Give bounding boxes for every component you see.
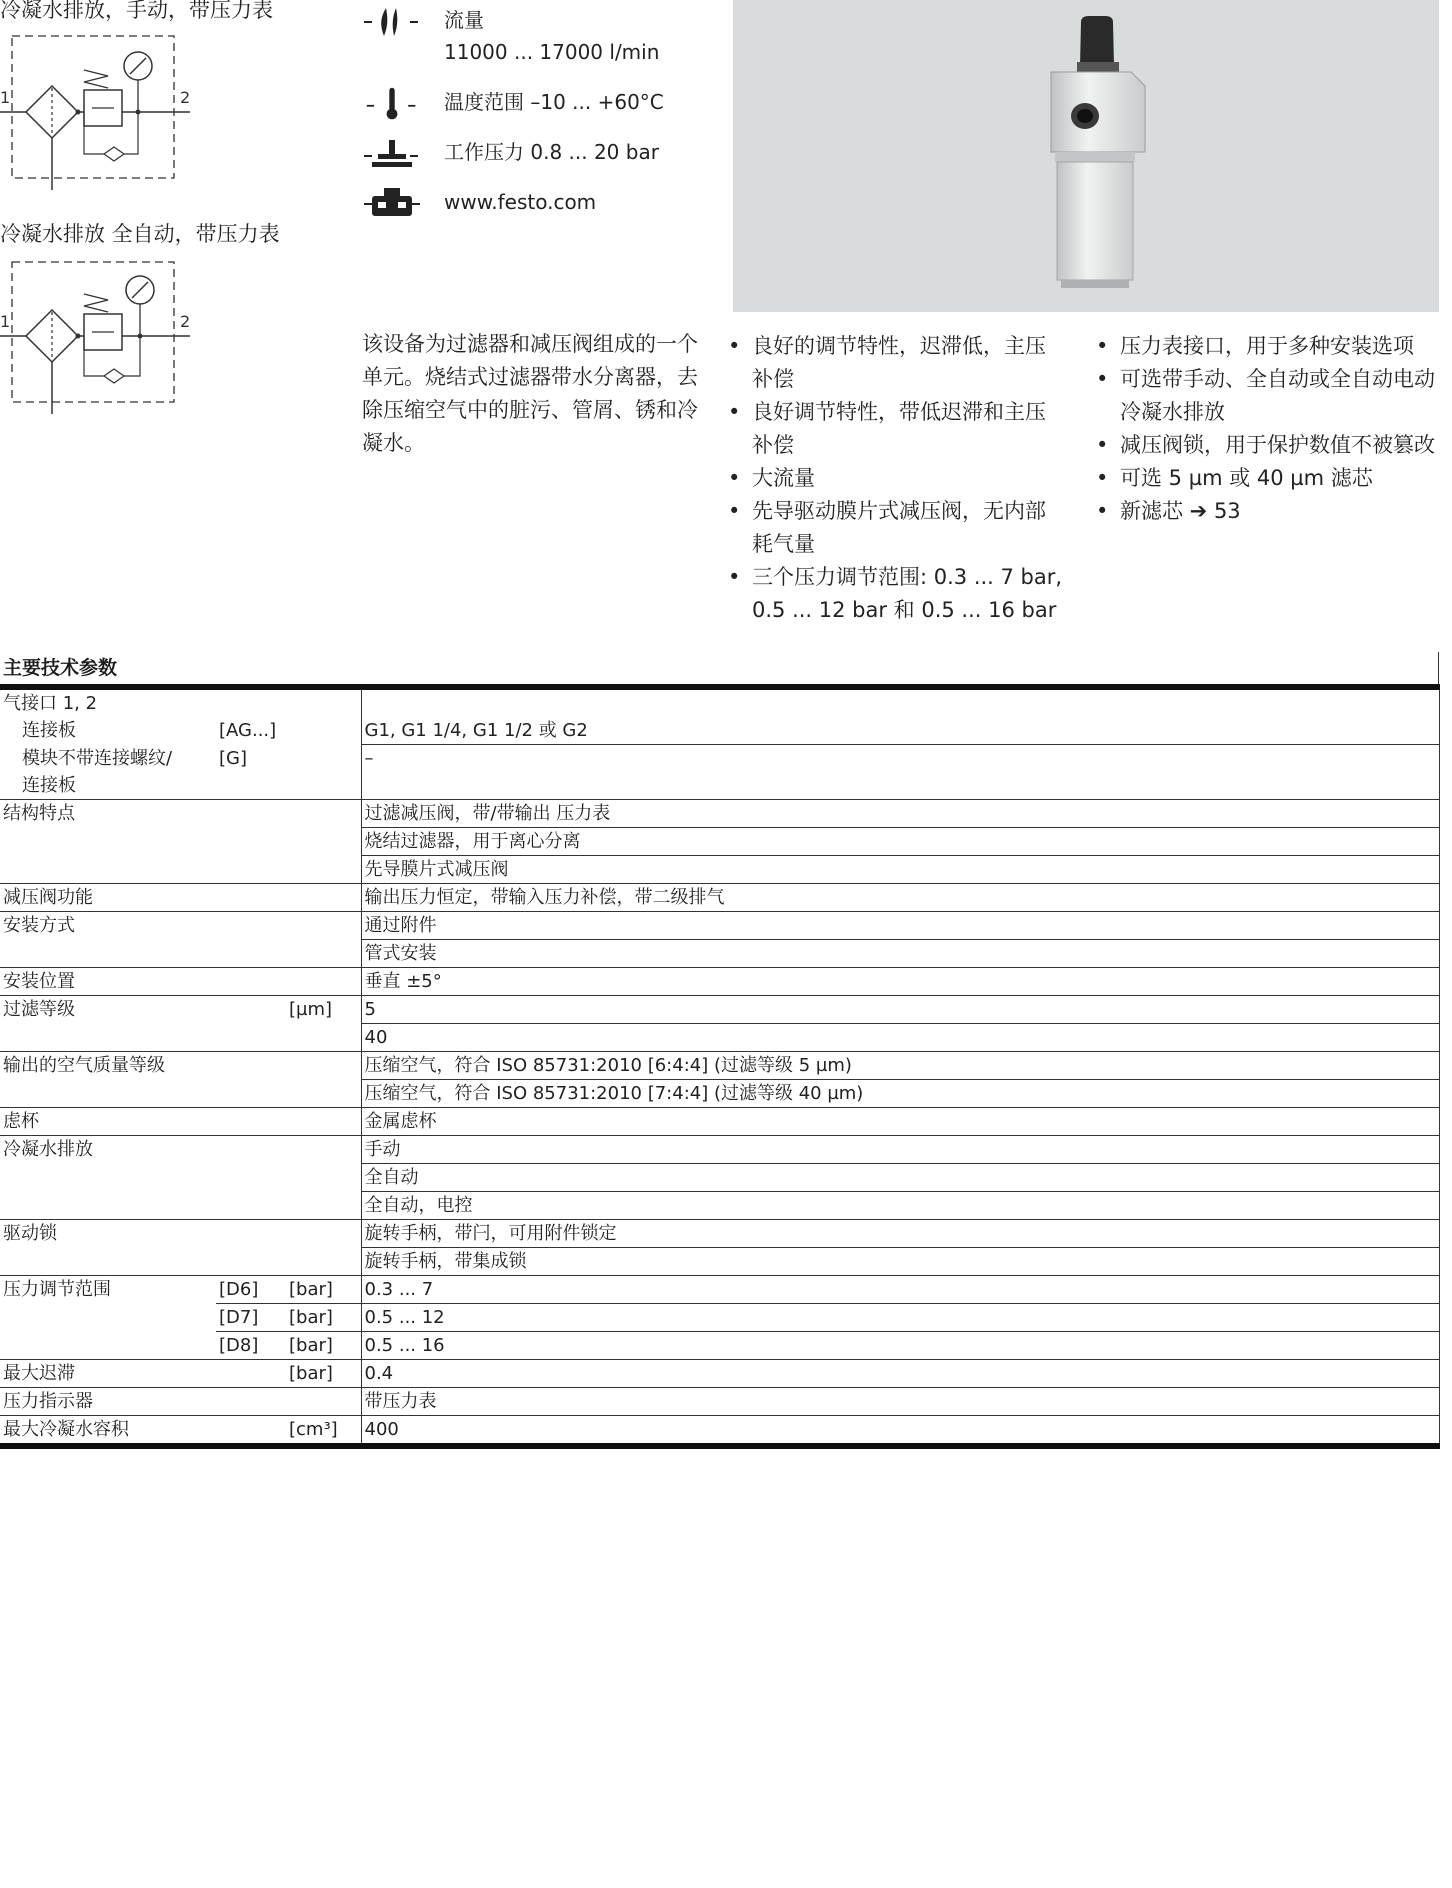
port-2-label: 2 [180, 312, 191, 331]
feature-item: • 压力表接口，用于多种安装选项 [1094, 330, 1439, 363]
spec-flow-label: 流量 [444, 8, 484, 32]
param-label: 减压阀功能 [0, 884, 216, 912]
param-unit: [cm³] [286, 1416, 361, 1447]
param-label: 气接口 1, 2 [0, 687, 216, 717]
param-code: [D6] [216, 1276, 286, 1304]
param-label: 驱动锁 [0, 1220, 216, 1248]
param-code [216, 1136, 286, 1164]
table-row [0, 1164, 1439, 1192]
param-label: 连接板 [22, 720, 76, 741]
param-code [216, 1080, 286, 1108]
param-unit [286, 1164, 361, 1192]
param-unit: [bar] [286, 1276, 361, 1304]
param-label [0, 940, 216, 968]
web-icon [362, 186, 422, 222]
table-row [0, 828, 1439, 856]
table-row [0, 1332, 1439, 1360]
table-row [0, 745, 1439, 773]
param-unit [286, 717, 361, 745]
port-1-label: 1 [0, 88, 11, 107]
param-code [216, 912, 286, 940]
table-row [0, 1416, 1439, 1447]
param-value: 手动 [361, 1136, 1439, 1164]
feature-item: • 良好的调节特性，迟滞低，主压补偿 [726, 330, 1066, 396]
param-value: G1, G1 1/4, G1 1/2 或 G2 [361, 717, 1439, 745]
param-unit: [bar] [286, 1332, 361, 1360]
param-label: 过滤等级 [0, 996, 216, 1024]
table-row [0, 1220, 1439, 1248]
thermometer-icon [362, 86, 422, 122]
param-code [216, 1108, 286, 1136]
param-code [216, 968, 286, 996]
param-value: 40 [361, 1024, 1439, 1052]
param-label: 最大冷凝水容积 [0, 1416, 216, 1447]
param-unit [286, 856, 361, 884]
table-body [0, 687, 1439, 1446]
table-row [0, 1388, 1439, 1416]
param-label: 最大迟滞 [0, 1360, 216, 1388]
table-row [0, 800, 1439, 828]
tech-table [0, 652, 1439, 1449]
param-value: 5 [361, 996, 1439, 1024]
feature-item: • 可选 5 µm 或 40 µm 滤芯 [1094, 462, 1439, 495]
param-value: 烧结过滤器，用于离心分离 [361, 828, 1439, 856]
param-code: [AG...] [219, 720, 277, 741]
feature-list-left [726, 330, 1066, 627]
param-unit [286, 884, 361, 912]
param-code [216, 1052, 286, 1080]
param-unit [286, 1024, 361, 1052]
param-unit [286, 1080, 361, 1108]
param-label [0, 1192, 216, 1220]
param-code [216, 1024, 286, 1052]
feature-item: • 三个压力调节范围: 0.3 ... 7 bar, 0.5 ... 12 bar 和 0.5 ... 16 bar [726, 561, 1066, 627]
table-row [0, 1024, 1439, 1052]
param-label: 安装位置 [0, 968, 216, 996]
table-row [0, 1108, 1439, 1136]
table-row [0, 772, 1439, 800]
variant-1-title: 冷凝水排放，手动，带压力表 [0, 0, 273, 22]
param-unit [286, 1192, 361, 1220]
param-value: 0.3 ... 7 [361, 1276, 1439, 1304]
filter-regulator-symbol-manual [0, 30, 200, 195]
param-unit [286, 1136, 361, 1164]
table-row [0, 912, 1439, 940]
table-row [0, 1080, 1439, 1108]
param-value: 通过附件 [361, 912, 1439, 940]
table-row [0, 1136, 1439, 1164]
flow-icon [362, 4, 422, 40]
variant-2-title: 冷凝水排放 全自动，带压力表 [0, 222, 280, 246]
param-value: 旋转手柄，带集成锁 [361, 1248, 1439, 1276]
param-label [0, 1164, 216, 1192]
feature-item: • 良好调节特性，带低迟滞和主压补偿 [726, 396, 1066, 462]
param-unit [286, 1052, 361, 1080]
feature-item: • 可选带手动、全自动或全自动电动冷凝水排放 [1094, 363, 1439, 429]
param-value: 400 [361, 1416, 1439, 1447]
spec-temperature [362, 86, 664, 122]
table-row [0, 1192, 1439, 1220]
spec-pressure [362, 136, 659, 172]
param-label [0, 1248, 216, 1276]
param-value: 带压力表 [361, 1388, 1439, 1416]
port-2-label: 2 [180, 88, 191, 107]
intro-text: 该设备为过滤器和减压阀组成的一个单元。烧结式过滤器带水分离器，去除压缩空气中的脏污、管屑、锈和冷凝水。 [362, 332, 698, 455]
param-unit [286, 940, 361, 968]
filter-regulator-image [733, 0, 1439, 312]
table-row [0, 968, 1439, 996]
feature-item: • 新滤芯 ➔ 53 [1094, 495, 1439, 528]
table-row [0, 717, 1439, 745]
param-value [361, 772, 1439, 800]
spec-flow [362, 4, 659, 68]
param-code [216, 1164, 286, 1192]
param-code [216, 940, 286, 968]
table-row [0, 1248, 1439, 1276]
spec-website-text[interactable]: www.festo.com [444, 190, 597, 214]
param-value: 旋转手柄，带闩，可用附件锁定 [361, 1220, 1439, 1248]
param-value: 输出压力恒定，带输入压力补偿，带二级排气 [361, 884, 1439, 912]
param-value: 过滤减压阀，带/带输出 压力表 [361, 800, 1439, 828]
param-label [0, 1024, 216, 1052]
param-label: 压力调节范围 [0, 1276, 216, 1304]
param-value: 管式安装 [361, 940, 1439, 968]
product-photo [733, 0, 1439, 312]
param-code [216, 772, 286, 800]
table-row [0, 1052, 1439, 1080]
param-value: 全自动 [361, 1164, 1439, 1192]
param-value: 0.5 ... 12 [361, 1304, 1439, 1332]
feature-item: • 先导驱动膜片式减压阀，无内部耗气量 [726, 495, 1066, 561]
param-code: [D8] [216, 1332, 286, 1360]
param-code [216, 687, 286, 717]
param-unit [286, 1108, 361, 1136]
param-value: 金属虑杯 [361, 1108, 1439, 1136]
table-title: 主要技术参数 [0, 652, 1439, 684]
param-label [0, 1304, 216, 1332]
table-row [0, 940, 1439, 968]
param-unit [286, 1388, 361, 1416]
param-unit [286, 968, 361, 996]
param-code [216, 828, 286, 856]
table-row [0, 884, 1439, 912]
param-label [0, 856, 216, 884]
param-code [216, 996, 286, 1024]
feature-item: • 减压阀锁，用于保护数值不被篡改 [1094, 429, 1439, 462]
param-code [216, 1248, 286, 1276]
param-label: 压力指示器 [0, 1388, 216, 1416]
param-unit: [bar] [286, 1360, 361, 1388]
spec-flow-value: 11000 ... 17000 l/min [444, 40, 660, 64]
param-unit [286, 687, 361, 717]
param-code: [D7] [216, 1304, 286, 1332]
param-value: 压缩空气，符合 ISO 85731:2010 [7:4:4] (过滤等级 40 µm) [361, 1080, 1439, 1108]
param-unit [286, 800, 361, 828]
param-label: 模块不带连接螺纹/ [22, 747, 173, 769]
param-unit: [bar] [286, 1304, 361, 1332]
param-label [0, 1080, 216, 1108]
param-value: 0.5 ... 16 [361, 1332, 1439, 1360]
param-value [361, 687, 1439, 717]
param-label: 虑杯 [0, 1108, 216, 1136]
param-label [0, 1332, 216, 1360]
port-1-label: 1 [0, 312, 11, 331]
param-value: 全自动，电控 [361, 1192, 1439, 1220]
param-value: 垂直 ±5° [361, 968, 1439, 996]
param-unit [286, 1220, 361, 1248]
param-label: 安装方式 [0, 912, 216, 940]
param-label: 冷凝水排放 [0, 1136, 216, 1164]
param-code [216, 800, 286, 828]
table-row [0, 687, 1439, 717]
spec-temperature-text: 温度范围 –10 ... +60°C [444, 90, 664, 114]
param-value: 0.4 [361, 1360, 1439, 1388]
param-code [216, 1220, 286, 1248]
param-label [0, 828, 216, 856]
filter-regulator-symbol-auto [0, 256, 200, 421]
param-code: [G] [219, 747, 247, 769]
param-code [216, 1388, 286, 1416]
param-unit [286, 912, 361, 940]
param-value: – [361, 745, 1439, 773]
param-code [216, 884, 286, 912]
param-code [216, 1360, 286, 1388]
table-row [0, 996, 1439, 1024]
param-code [216, 1416, 286, 1447]
table-row [0, 856, 1439, 884]
spec-pressure-text: 工作压力 0.8 ... 20 bar [444, 140, 659, 164]
feature-item: • 大流量 [726, 462, 1066, 495]
param-label: 连接板 [22, 775, 76, 796]
param-code [216, 1192, 286, 1220]
table-row [0, 1304, 1439, 1332]
param-value: 先导膜片式减压阀 [361, 856, 1439, 884]
param-unit: [µm] [286, 996, 361, 1024]
table-row [0, 1360, 1439, 1388]
param-unit [286, 1248, 361, 1276]
spec-website [362, 186, 596, 222]
param-unit [286, 828, 361, 856]
param-value: 压缩空气，符合 ISO 85731:2010 [6:4:4] (过滤等级 5 µm) [361, 1052, 1439, 1080]
param-unit [286, 772, 361, 800]
pressure-gauge-icon [362, 136, 422, 172]
feature-list-right [1094, 330, 1439, 528]
param-label: 结构特点 [0, 800, 216, 828]
param-label: 输出的空气质量等级 [0, 1052, 216, 1080]
param-code [216, 856, 286, 884]
param-unit [286, 745, 361, 773]
table-row [0, 1276, 1439, 1304]
